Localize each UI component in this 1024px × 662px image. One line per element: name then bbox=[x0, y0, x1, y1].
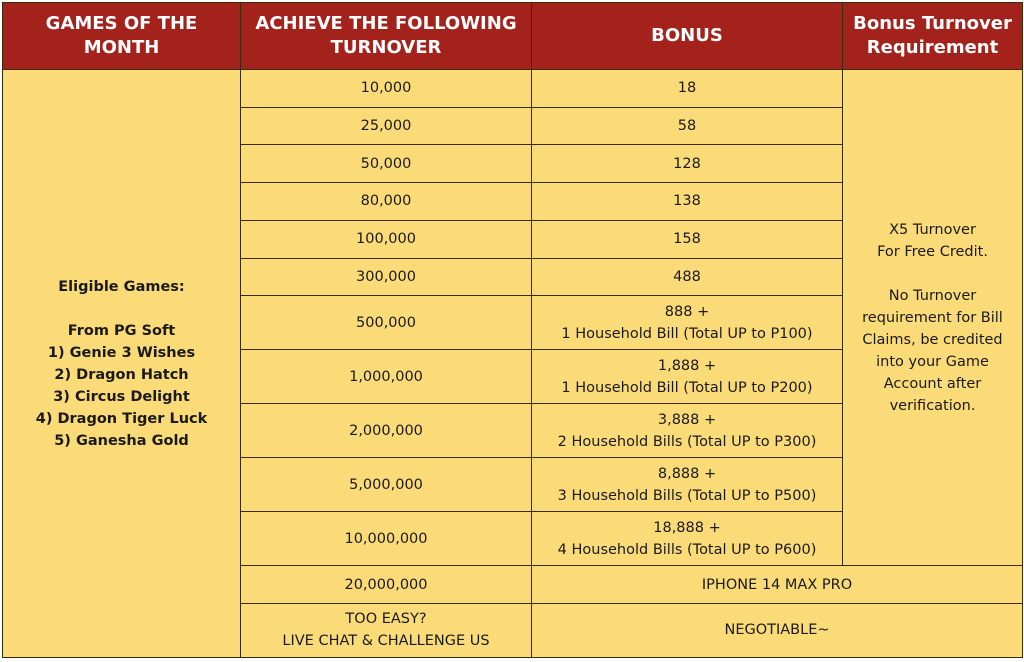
header-bonus: BONUS bbox=[532, 3, 843, 70]
bonus-cell: 58 bbox=[532, 107, 843, 145]
bonus-cell: 138 bbox=[532, 183, 843, 221]
turnover-cell: 500,000 bbox=[241, 296, 532, 350]
turnover-cell: 20,000,000 bbox=[241, 566, 532, 604]
bonus-cell: NEGOTIABLE~ bbox=[532, 603, 1023, 657]
turnover-cell: 10,000,000 bbox=[241, 512, 532, 566]
header-turnover: ACHIEVE THE FOLLOWING TURNOVER bbox=[241, 3, 532, 70]
eligible-games-cell: Eligible Games: From PG Soft 1) Genie 3 Wishes 2) Dragon Hatch 3) Circus Delight 4) Dragon Tiger Luck 5) Ganesha Gold bbox=[3, 70, 241, 658]
bonus-cell: 8,888 + 3 Household Bills (Total UP to P500) bbox=[532, 458, 843, 512]
header-requirement: Bonus Turnover Requirement bbox=[843, 3, 1023, 70]
turnover-cell: 100,000 bbox=[241, 220, 532, 258]
turnover-cell: 2,000,000 bbox=[241, 404, 532, 458]
bonus-cell: IPHONE 14 MAX PRO bbox=[532, 566, 1023, 604]
turnover-cell: 5,000,000 bbox=[241, 458, 532, 512]
requirement-cell: X5 Turnover For Free Credit. No Turnover requirement for Bill Claims, be credited into your Game Account after verification. bbox=[843, 70, 1023, 566]
table-row bbox=[3, 70, 1023, 108]
bonus-cell: 1,888 + 1 Household Bill (Total UP to P200) bbox=[532, 350, 843, 404]
bonus-cell: 488 bbox=[532, 258, 843, 296]
bonus-cell: 18 bbox=[532, 70, 843, 108]
header-games: GAMES OF THE MONTH bbox=[3, 3, 241, 70]
turnover-cell: 50,000 bbox=[241, 145, 532, 183]
bonus-cell: 888 + 1 Household Bill (Total UP to P100) bbox=[532, 296, 843, 350]
bonus-cell: 18,888 + 4 Household Bills (Total UP to P600) bbox=[532, 512, 843, 566]
turnover-cell: 25,000 bbox=[241, 107, 532, 145]
turnover-cell: 1,000,000 bbox=[241, 350, 532, 404]
bonus-cell: 3,888 + 2 Household Bills (Total UP to P300) bbox=[532, 404, 843, 458]
bonus-cell: 158 bbox=[532, 220, 843, 258]
turnover-cell: TOO EASY? LIVE CHAT & CHALLENGE US bbox=[241, 603, 532, 657]
bonus-cell: 128 bbox=[532, 145, 843, 183]
turnover-cell: 300,000 bbox=[241, 258, 532, 296]
turnover-cell: 10,000 bbox=[241, 70, 532, 108]
promo-table bbox=[2, 2, 1023, 658]
turnover-cell: 80,000 bbox=[241, 183, 532, 221]
